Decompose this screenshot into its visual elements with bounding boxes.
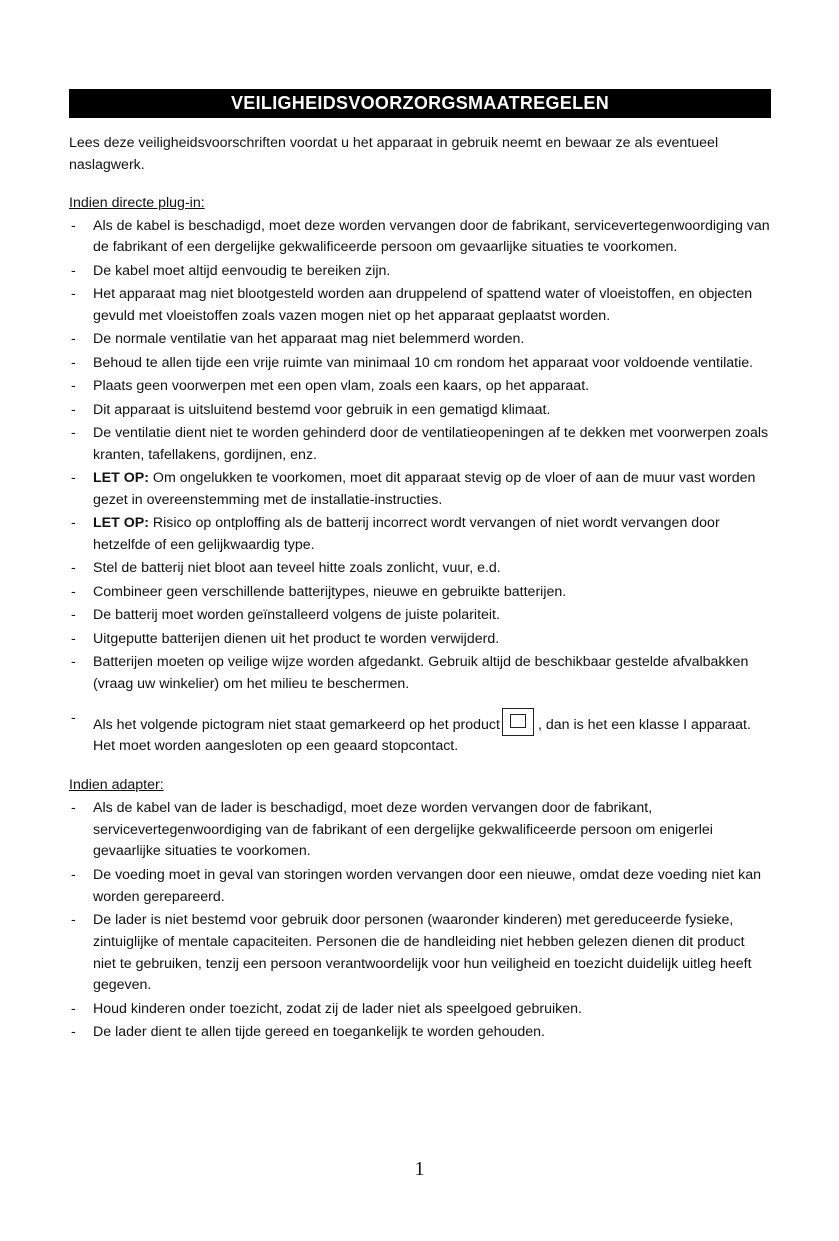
- list-item: - De voeding moet in geval van storingen worden vervangen door een nieuwe, omdat deze voeding niet kan worden gerepareerd.: [69, 865, 771, 909]
- double-insulation-icon: [502, 708, 534, 736]
- page-title: VEILIGHEIDSVOORZORGSMAATREGELEN: [69, 89, 771, 118]
- section-heading-plugin: Indien directe plug-in:: [69, 195, 205, 211]
- list-item: - De batterij moet worden geïnstalleerd volgens de juiste polariteit.: [69, 605, 771, 627]
- list-item-class-notice: [69, 708, 771, 759]
- list-item: - De normale ventilatie van het apparaat mag niet belemmerd worden.: [69, 329, 771, 351]
- list-item: - De ventilatie dient niet te worden gehinderd door de ventilatieopeningen af te dekken met voorwerpen zoals kranten, tafellakens, gordijnen, enz.: [69, 423, 771, 467]
- list-item: - Uitgeputte batterijen dienen uit het product te worden verwijderd.: [69, 629, 771, 651]
- warning-text: Risico op ontploffing als de batterij incorrect wordt vervangen of niet wordt vervangen door hetzelfde of een gelijkwaardig type.: [93, 515, 720, 554]
- list-item: - Dit apparaat is uitsluitend bestemd voor gebruik in een gematigd klimaat.: [69, 400, 771, 422]
- list-item: - De kabel moet altijd eenvoudig te bereiken zijn.: [69, 261, 771, 283]
- page-number: 1: [414, 1158, 425, 1180]
- warning-text: Om ongelukken te voorkomen, moet dit apparaat stevig op de vloer of aan de muur vast worden gezet in overeenstemming met de installatie-instructies.: [93, 470, 756, 508]
- plugin-list: [69, 216, 771, 759]
- list-item: - Als de kabel van de lader is beschadigd, moet deze worden vervangen door de fabrikant, servicevertegenwoordiging van de fabrikant of een dergelijke gekwalificeerde persoon om enigerlei gevaarlijke situaties te voorkomen.: [69, 798, 771, 863]
- document-page: [69, 89, 771, 1044]
- list-item: - Houd kinderen onder toezicht, zodat zij de lader niet als speelgoed gebruiken.: [69, 999, 771, 1021]
- list-item: - Stel de batterij niet bloot aan teveel hitte zoals zonlicht, vuur, e.d.: [69, 558, 771, 580]
- list-item: - Combineer geen verschillende batterijtypes, nieuwe en gebruikte batterijen.: [69, 582, 771, 604]
- list-item: - Het apparaat mag niet blootgesteld worden aan druppelend of spattend water of vloeistoffen, en objecten gevuld met vloeistoffen zoals vazen mogen niet op het apparaat geplaatst worden.: [69, 284, 771, 328]
- section-heading-adapter: Indien adapter:: [69, 777, 164, 794]
- warning-label: LET OP:: [93, 515, 149, 532]
- list-item-warning: [69, 468, 771, 512]
- list-item-warning: [69, 513, 771, 557]
- list-item: - Behoud te allen tijde een vrije ruimte van minimaal 10 cm rondom het apparaat voor voldoende ventilatie.: [69, 353, 771, 375]
- list-item: - De lader is niet bestemd voor gebruik door personen (waaronder kinderen) met gereduceerde fysieke, zintuiglijke of mentale capaciteiten. Personen die de handleiding niet hebben gelezen dienen dit product niet te gebruiken, tenzij een persoon verantwoordelijk voor hun veiligheid en toezicht duidelijk uitleg heeft gegeven.: [69, 910, 771, 997]
- list-item: - Als de kabel is beschadigd, moet deze worden vervangen door de fabrikant, servicevertegenwoordiging van de fabrikant of een dergelijke gekwalificeerde persoon om gevaarlijke situaties te voorkomen.: [69, 216, 771, 260]
- class-notice-before: Als het volgende pictogram niet staat gemarkeerd op het product: [93, 716, 500, 733]
- list-item: - De lader dient te allen tijde gereed en toegankelijk te worden gehouden.: [69, 1022, 771, 1044]
- class-notice-after: , dan is het een klasse I apparaat. Het moet worden aangesloten op een geaard stopcontact.: [93, 716, 751, 755]
- warning-label: LET OP:: [93, 470, 149, 487]
- list-item: - Batterijen moeten op veilige wijze worden afgedankt. Gebruik altijd de beschikbaar gestelde afvalbakken (vraag uw winkelier) om het milieu te beschermen.: [69, 652, 771, 696]
- adapter-list: [69, 798, 771, 1044]
- intro-paragraph: Lees deze veiligheidsvoorschriften voordat u het apparaat in gebruik neemt en bewaar ze als eventueel naslagwerk.: [69, 135, 719, 173]
- list-item: - Plaats geen voorwerpen met een open vlam, zoals een kaars, op het apparaat.: [69, 376, 771, 398]
